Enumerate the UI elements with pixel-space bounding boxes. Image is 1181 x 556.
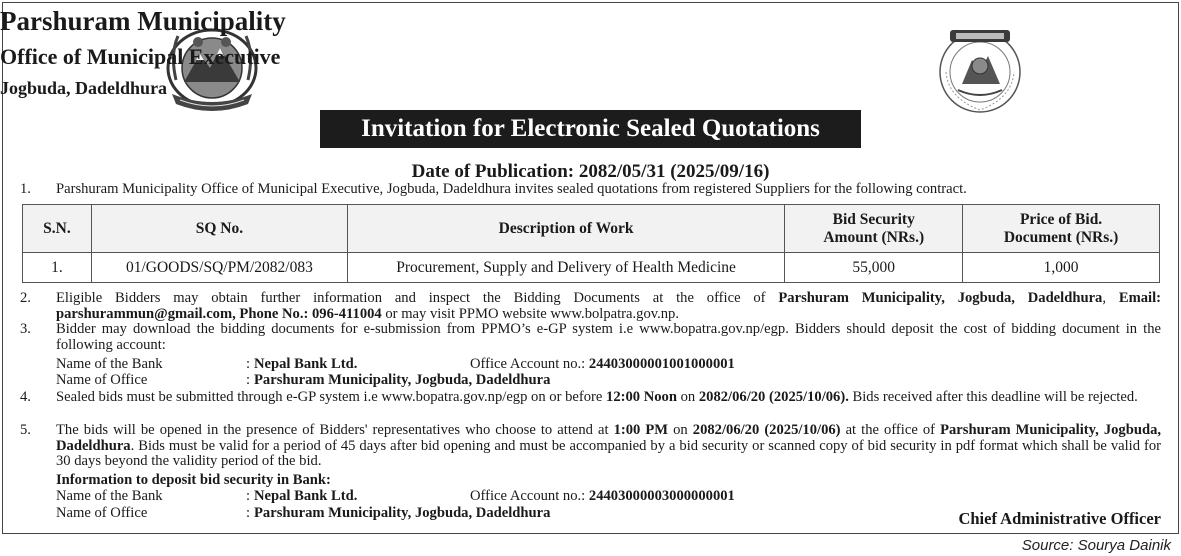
header-description: Description of Work	[347, 205, 784, 253]
header-price-doc-line1: Price of Bid.	[1019, 210, 1103, 228]
bank-value: Nepal Bank Ltd.	[254, 488, 358, 504]
office-account-value: 24403000001001000001	[588, 356, 735, 372]
clause-text	[56, 291, 1161, 322]
office-account-label: Office Account no.:	[470, 488, 586, 504]
separator: :	[246, 356, 251, 372]
bold-run: Parshuram Municipality, Jogbuda, Dadeldhura	[56, 422, 1162, 454]
text-run: on	[676, 389, 699, 405]
account-1-bank-line	[56, 357, 735, 373]
source-credit: Source: Sourya Dainik	[1021, 537, 1171, 554]
bold-run: Parshuram Municipality, Jogbuda, Dadeldhura	[778, 290, 1103, 306]
header-bid-security-line2: Amount (NRs.)	[823, 228, 925, 246]
clause-number: 5.	[20, 422, 31, 438]
text-run: . Bids must be valid for a period of 45 days after bid opening and must be accompanied by a bid security or scanned copy of bid security in pdf format which shall be valid for 30 days beyond the validity period of the bid.	[56, 437, 1161, 469]
header-price-doc-line2: Document (NRs.)	[1003, 228, 1119, 246]
table-header-row	[23, 205, 1160, 253]
publication-date: Date of Publication: 2082/05/31 (2025/09/16)	[411, 161, 770, 182]
clause-text	[56, 423, 1161, 470]
cell-description: Procurement, Supply and Delivery of Health Medicine	[347, 253, 784, 283]
separator: :	[246, 505, 251, 521]
table-row	[23, 253, 1160, 283]
office-value: Parshuram Municipality, Jogbuda, Dadeldhura	[254, 372, 551, 388]
cell-bid-security: 55,000	[785, 253, 963, 283]
clause-text: Parshuram Municipality Office of Municipal Executive, Jogbuda, Dadeldhura invites sealed quotations from registered Suppliers for the following contract.	[56, 181, 967, 197]
text-run: at the office of	[840, 422, 941, 438]
separator: :	[246, 488, 251, 504]
cell-price-doc: 1,000	[963, 253, 1160, 283]
clause-number: 1.	[20, 181, 31, 197]
bold-run: 2082/06/20 (2025/10/06)	[692, 422, 841, 438]
office-account-value: 24403000003000000001	[588, 488, 735, 504]
header-price-doc	[963, 205, 1160, 253]
cell-sn: 1.	[23, 253, 92, 283]
office-account-label: Office Account no.:	[470, 356, 586, 372]
office-label: Name of Office	[56, 505, 148, 521]
deposit-heading: Information to deposit bid security in Bank:	[56, 472, 331, 488]
bank-label: Name of the Bank	[56, 356, 163, 372]
clause-number: 3.	[20, 321, 31, 337]
bold-run: 2082/06/20 (2025/10/06).	[698, 389, 849, 405]
clause-text: Bidder may download the bidding documents for e-submission from PPMO’s e-GP system i.e www.bopatra.gov.np/egp. Bidders should deposit the cost of bidding document in the following account:	[56, 321, 1161, 353]
office-address: Jogbuda, Dadeldhura	[0, 78, 168, 98]
text-run: Eligible Bidders may obtain further information and inspect the Bidding Documents at the office of	[56, 290, 779, 306]
bold-run: 1:00 PM	[613, 422, 669, 438]
text-run: on	[668, 422, 693, 438]
cell-sq-no: 01/GOODS/SQ/PM/2082/083	[91, 253, 347, 283]
notice-banner: Invitation for Electronic Sealed Quotations	[320, 110, 861, 148]
clause-text	[56, 390, 1161, 406]
header-sn: S.N.	[23, 205, 92, 253]
signature-title: Chief Administrative Officer	[958, 509, 1161, 528]
account-1-office-line	[56, 373, 550, 389]
bold-run: 12:00 Noon	[606, 389, 677, 405]
bank-label: Name of the Bank	[56, 488, 163, 504]
office-value: Parshuram Municipality, Jogbuda, Dadeldhura	[254, 505, 551, 521]
clause-number: 4.	[20, 389, 31, 405]
text-run: Sealed bids must be submitted through e-GP system i.e www.bopatra.gov.np/egp on or before	[56, 389, 607, 405]
header-bid-security	[785, 205, 963, 253]
separator: :	[246, 372, 251, 388]
municipality-title: Parshuram Municipality	[0, 6, 286, 36]
clause-number: 2.	[20, 290, 31, 306]
office-label: Name of Office	[56, 372, 148, 388]
account-2-bank-line	[56, 489, 735, 505]
text-run: or may visit PPMO website www.bolpatra.gov.np.	[381, 305, 679, 322]
text-run: ,	[1102, 290, 1119, 306]
text-run: Bids received after this deadline will be rejected.	[848, 389, 1138, 405]
bid-table	[22, 204, 1160, 283]
header-sq-no: SQ No.	[91, 205, 347, 253]
bank-value: Nepal Bank Ltd.	[254, 356, 358, 372]
bold-run: Email: parshurammun@gmail.com, Phone No.: 096-411004	[56, 290, 1162, 322]
header-bid-security-line1: Bid Security	[832, 210, 915, 228]
text-run: The bids will be opened in the presence of Bidders' representatives who choose to attend at	[56, 422, 614, 438]
account-2-office-line	[56, 506, 550, 522]
office-name: Office of Municipal Executive	[0, 44, 281, 69]
